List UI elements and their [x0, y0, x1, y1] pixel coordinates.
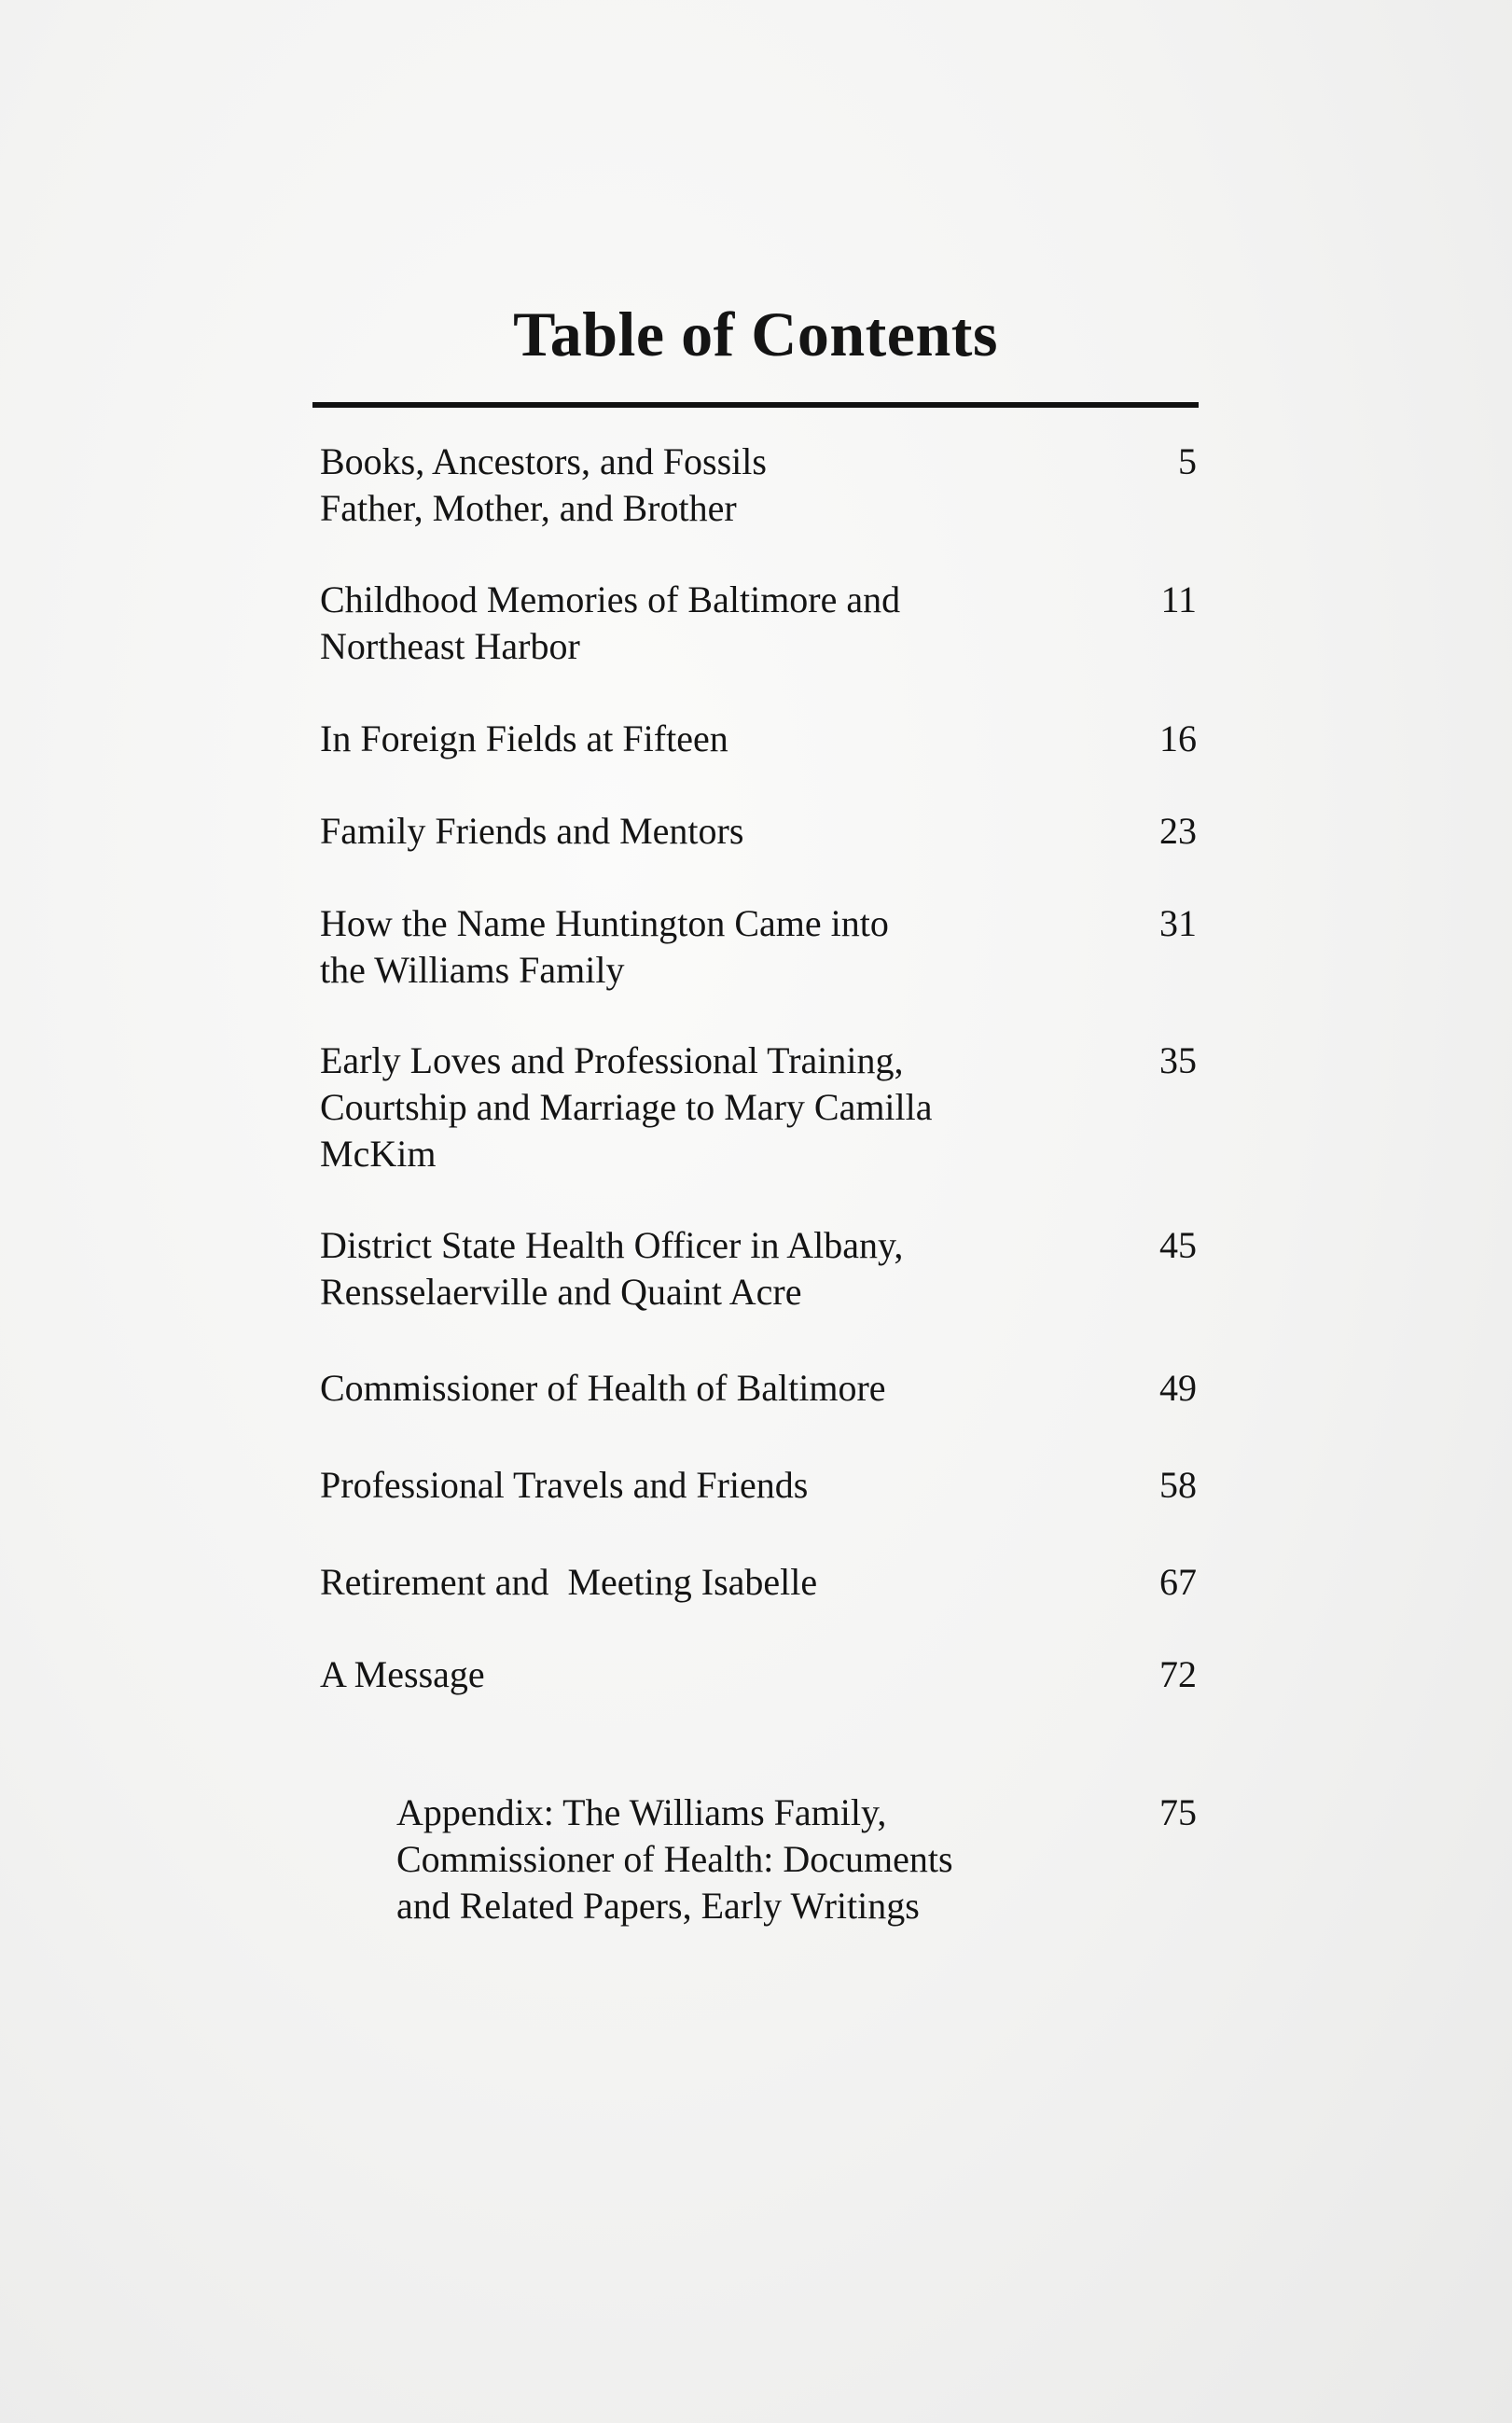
toc-entry-line: Family Friends and Mentors: [320, 810, 744, 852]
toc-entry: [320, 900, 1197, 994]
toc-entry: [320, 439, 1197, 532]
toc-entry: [320, 1651, 1197, 1698]
toc-entry-line: In Foreign Fields at Fifteen: [320, 717, 728, 759]
toc-entry-title: [320, 1365, 1047, 1412]
toc-page-number: 16: [1159, 717, 1197, 759]
toc-entry-title: [320, 1651, 1047, 1698]
toc-entry-title: [320, 1462, 1047, 1509]
toc-entry-title: [320, 716, 1047, 762]
toc-entry-line: the Williams Family: [320, 949, 625, 991]
toc-entry: [320, 1365, 1197, 1412]
toc-entry-line: Childhood Memories of Baltimore and: [320, 578, 901, 620]
toc-page-number: 23: [1159, 810, 1197, 852]
toc-entry-title: [320, 900, 1047, 994]
toc-entry-line: Northeast Harbor: [320, 625, 580, 667]
toc-entry: [320, 716, 1197, 762]
toc-entry-line: and Related Papers, Early Writings: [396, 1885, 920, 1927]
toc-entry-line: How the Name Huntington Came into: [320, 902, 889, 944]
toc-page-number: 31: [1159, 902, 1197, 944]
toc-entry: [320, 1037, 1197, 1177]
toc-entry-line: Commissioner of Health of Baltimore: [320, 1367, 886, 1409]
toc-entry: [320, 1222, 1197, 1316]
toc-page-number: 35: [1159, 1039, 1197, 1081]
toc-entry-title: [320, 808, 1047, 855]
toc-entry-title: [320, 439, 1047, 532]
toc-page-number: 67: [1159, 1561, 1197, 1603]
toc-entry-line: Early Loves and Professional Training,: [320, 1039, 904, 1081]
toc-entry: [320, 1559, 1197, 1606]
page-title: Table of Contents: [513, 299, 998, 369]
toc-entry-line: Father, Mother, and Brother: [320, 487, 737, 529]
toc-entry-line: Retirement and Meeting Isabelle: [320, 1561, 818, 1603]
toc-entry-title: [396, 1789, 1068, 1929]
toc-entry-title: [320, 1559, 1047, 1606]
toc-page-number: 5: [1178, 440, 1197, 482]
toc-entry: [320, 577, 1197, 670]
toc-entry-line: Commissioner of Health: Documents: [396, 1838, 953, 1880]
toc-page-number: 45: [1159, 1224, 1197, 1266]
toc-entry: [320, 1462, 1197, 1509]
toc-entry-title: [320, 1222, 1047, 1316]
toc-entry-line: Courtship and Marriage to Mary Camilla: [320, 1086, 933, 1128]
toc-page-number: 58: [1159, 1464, 1197, 1506]
toc-entry-line: A Message: [320, 1653, 485, 1695]
toc-entry-line: Rensselaerville and Quaint Acre: [320, 1271, 802, 1313]
toc-entry-title: [320, 577, 1047, 670]
toc-page-number: 11: [1160, 578, 1197, 620]
toc-page-number: 49: [1159, 1367, 1197, 1409]
toc-entry-line: Professional Travels and Friends: [320, 1464, 809, 1506]
toc-page-number: 72: [1159, 1653, 1197, 1695]
title-rule: [312, 402, 1199, 408]
toc-entry-title: [320, 1037, 1047, 1177]
toc-entry-line: Appendix: The Williams Family,: [396, 1791, 887, 1833]
toc-entry-line: Books, Ancestors, and Fossils: [320, 440, 767, 482]
toc-page-number: 75: [1159, 1791, 1197, 1833]
toc-entry-line: McKim: [320, 1133, 437, 1175]
toc-entry-line: District State Health Officer in Albany,: [320, 1224, 904, 1266]
toc-appendix-entry: [396, 1789, 1197, 1929]
toc-entry: [320, 808, 1197, 855]
